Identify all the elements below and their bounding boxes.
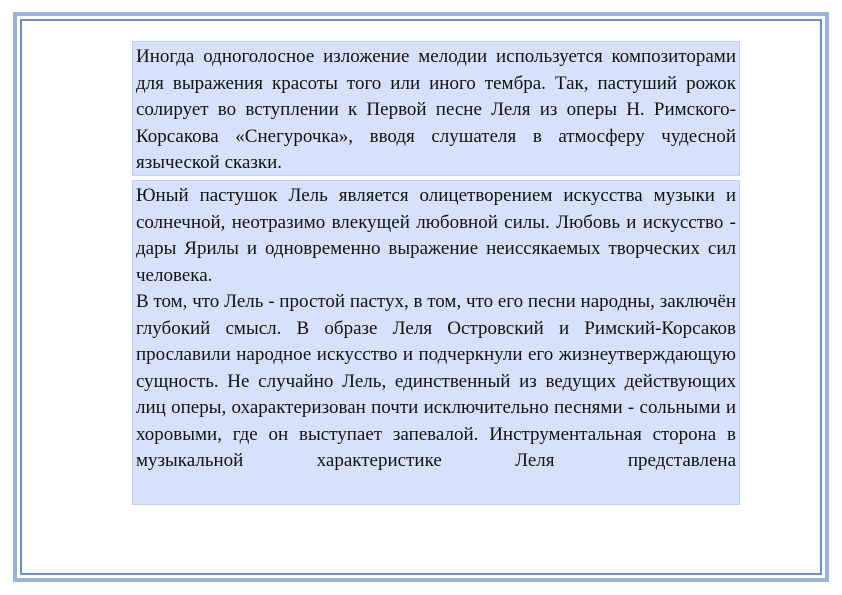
text-box-intro bbox=[132, 41, 740, 176]
text-box-lel bbox=[132, 180, 740, 505]
paragraph-intro: Иногда одноголосное изложение мелодии используется композиторами для выражения красоты того или иного тембра. Так, пастуший рожок солирует во вступлении к Первой песне Леля из оперы Н. Римского-Корсакова «Снегурочка», вводя слушателя в атмосферу чудесной языческой сказки. bbox=[136, 46, 736, 173]
paragraph-lel-1: Юный пастушок Лель является олицетворением искусства музыки и солнечной, неотразимо влекущей любовной силы. Любовь и искусство - дары Ярилы и одновременно выражение неиссякаемых творческих сил человека. bbox=[136, 185, 736, 286]
paragraph-lel-2: В том, что Лель - простой пастух, в том, что его песни народны, заключён глубокий смысл. В образе Леля Островский и Римский-Корсаков прославили народное искусство и подчеркнули его жизнеутверждающую сущность. Не случайно Лель, единственный из ведущих действующих лиц оперы, охарактеризован почти исключительно песнями - сольными и хоровыми, где он выступает запевалой. Инструментальная сторона в музыкальной характеристике Леля представлена bbox=[136, 291, 736, 471]
